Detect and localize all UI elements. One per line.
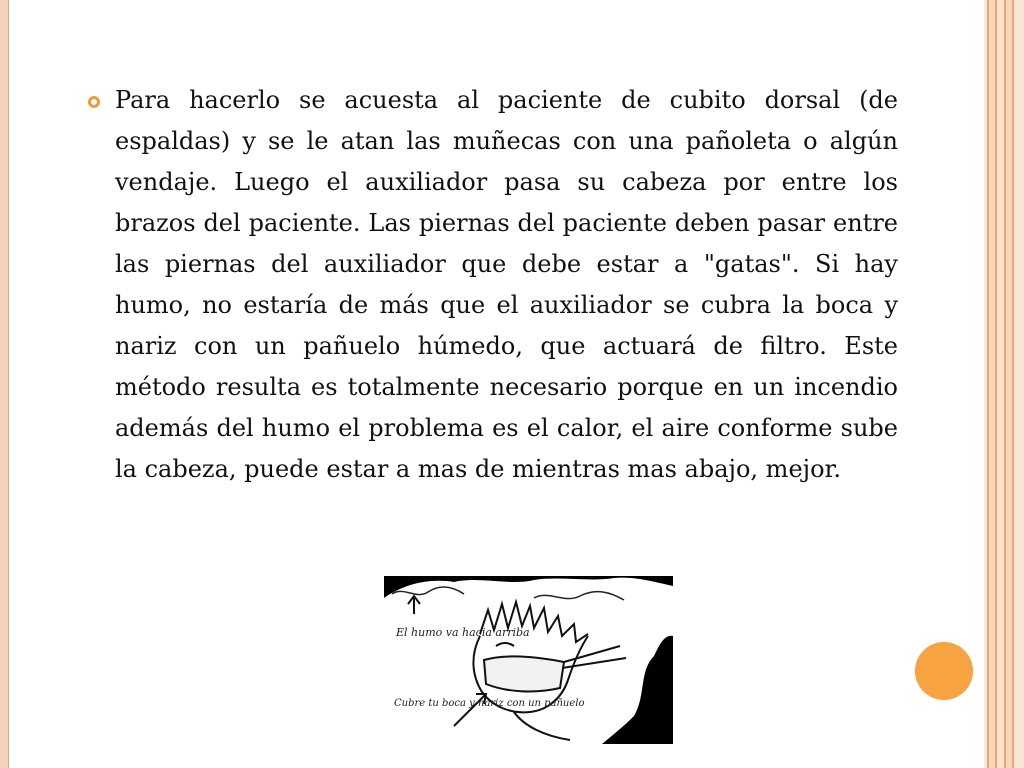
label-cover: Cubre tu boca y nariz con un pañuelo (394, 698, 585, 709)
label-smoke: El humo va hacia arriba (396, 626, 530, 639)
right-decorative-stripes (984, 0, 1024, 768)
body-paragraph: Para hacerlo se acuesta al paciente de cubito dorsal (de espaldas) y se le atan las muñecas con una pañoleta o algún vendaje. Luego el auxiliador pasa su cabeza por entre los brazos del paciente. Las piernas del paciente deben pasar entre las piernas del auxiliador que debe estar a "gatas". Si hay humo, no estaría de más que el auxiliador se cubra la boca y nariz con un pañuelo húmedo, que actuará de filtro. Este método resulta es totalmente necesario porque en un incendio además del humo el problema es el calor, el aire conforme sube la cabeza, puede estar a mas de mientras mas abajo, mejor. (115, 86, 898, 483)
smoke-rescue-illustration (384, 576, 673, 744)
left-border (0, 0, 8, 768)
decorative-circle (913, 640, 975, 702)
left-border-line (8, 0, 9, 768)
bullet-icon (88, 96, 100, 108)
